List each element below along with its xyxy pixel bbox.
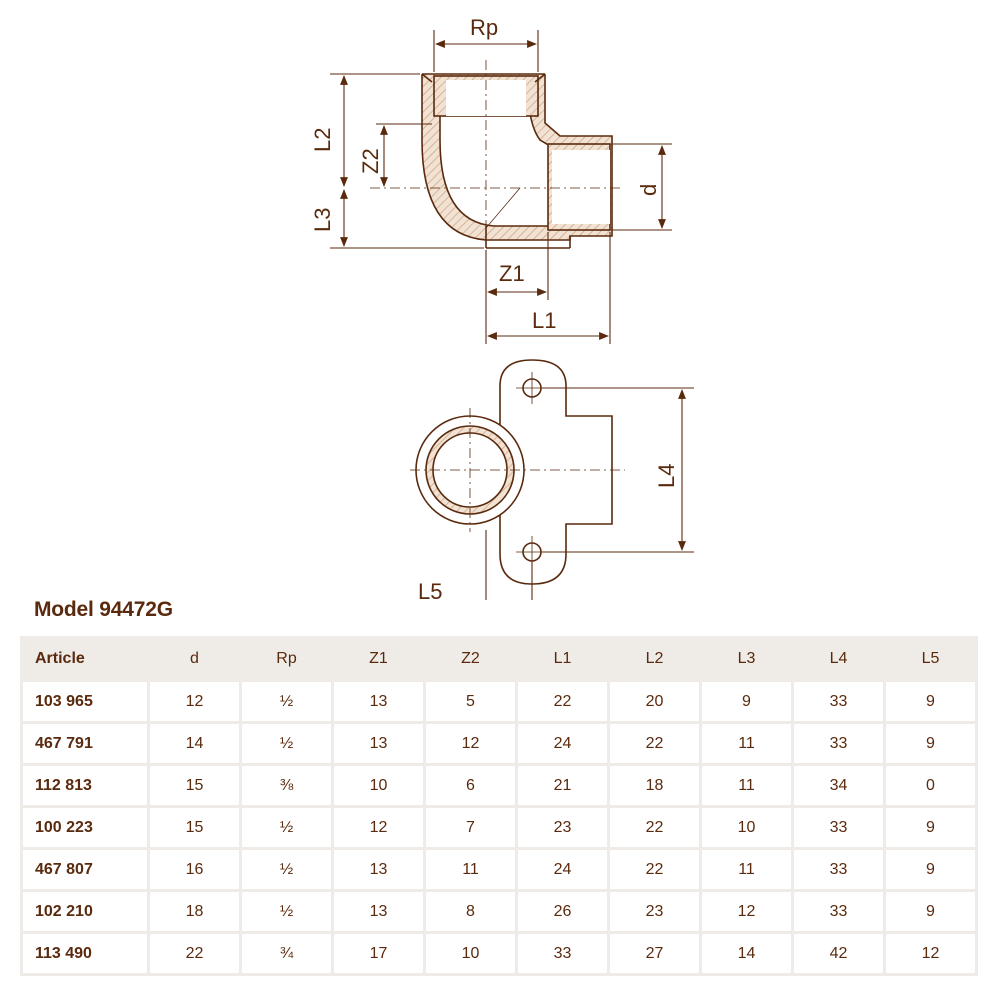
table-row — [23, 808, 975, 847]
cell-rp: ½ — [242, 892, 331, 931]
cell-article: 112 813 — [23, 766, 147, 805]
cell-rp: ½ — [242, 850, 331, 889]
label-z1: Z1 — [499, 261, 525, 286]
cell-d: 18 — [150, 892, 239, 931]
cell-l5: 9 — [886, 724, 975, 763]
cell-l2: 20 — [610, 682, 699, 721]
cell-l1: 26 — [518, 892, 607, 931]
model-title: Model 94472G — [34, 598, 173, 621]
cell-rp: ¾ — [242, 934, 331, 973]
label-l1: L1 — [532, 308, 557, 333]
cell-l5: 12 — [886, 934, 975, 973]
cell-article: 102 210 — [23, 892, 147, 931]
cell-z2: 6 — [426, 766, 515, 805]
label-l4: L4 — [654, 463, 679, 488]
specification-table — [20, 636, 978, 976]
cell-z1: 13 — [334, 850, 423, 889]
header-l2: L2 — [610, 639, 699, 679]
elbow-section-view — [370, 60, 620, 248]
cell-article: 103 965 — [23, 682, 147, 721]
cell-l1: 24 — [518, 724, 607, 763]
label-l2: L2 — [310, 127, 335, 152]
cell-article: 100 223 — [23, 808, 147, 847]
cell-l4: 34 — [794, 766, 883, 805]
label-l3: L3 — [310, 207, 335, 232]
header-z2: Z2 — [426, 639, 515, 679]
cell-l4: 33 — [794, 724, 883, 763]
cell-l3: 11 — [702, 766, 791, 805]
cell-z2: 11 — [426, 850, 515, 889]
cell-l2: 18 — [610, 766, 699, 805]
table-row — [23, 724, 975, 763]
cell-z2: 5 — [426, 682, 515, 721]
cell-rp: ½ — [242, 808, 331, 847]
cell-d: 15 — [150, 766, 239, 805]
cell-l3: 14 — [702, 934, 791, 973]
cell-z2: 7 — [426, 808, 515, 847]
cell-l4: 33 — [794, 850, 883, 889]
cell-l3: 12 — [702, 892, 791, 931]
cell-l4: 33 — [794, 682, 883, 721]
cell-l2: 22 — [610, 850, 699, 889]
cell-l5: 9 — [886, 682, 975, 721]
label-d: d — [636, 183, 661, 196]
header-l1: L1 — [518, 639, 607, 679]
cell-d: 22 — [150, 934, 239, 973]
cell-z1: 13 — [334, 682, 423, 721]
table-row — [23, 682, 975, 721]
cell-d: 14 — [150, 724, 239, 763]
cell-d: 15 — [150, 808, 239, 847]
cell-article: 467 807 — [23, 850, 147, 889]
table-header-row — [23, 639, 975, 679]
cell-z2: 12 — [426, 724, 515, 763]
cell-l2: 22 — [610, 724, 699, 763]
cell-l4: 42 — [794, 934, 883, 973]
cell-l5: 0 — [886, 766, 975, 805]
cell-l1: 33 — [518, 934, 607, 973]
cell-z2: 10 — [426, 934, 515, 973]
cell-article: 113 490 — [23, 934, 147, 973]
table-row — [23, 934, 975, 973]
cell-z1: 13 — [334, 724, 423, 763]
cell-z1: 10 — [334, 766, 423, 805]
cell-l1: 22 — [518, 682, 607, 721]
cell-l5: 9 — [886, 850, 975, 889]
elbow-front-view — [410, 360, 625, 584]
cell-l1: 21 — [518, 766, 607, 805]
label-l5: L5 — [418, 579, 443, 600]
table-row — [23, 850, 975, 889]
cell-l2: 27 — [610, 934, 699, 973]
cell-z2: 8 — [426, 892, 515, 931]
cell-rp: ⅜ — [242, 766, 331, 805]
cell-l3: 9 — [702, 682, 791, 721]
header-d: d — [150, 639, 239, 679]
cell-l3: 11 — [702, 850, 791, 889]
header-l4: L4 — [794, 639, 883, 679]
cell-z1: 13 — [334, 892, 423, 931]
cell-z1: 17 — [334, 934, 423, 973]
cell-d: 12 — [150, 682, 239, 721]
table-row — [23, 766, 975, 805]
cell-z1: 12 — [334, 808, 423, 847]
header-l3: L3 — [702, 639, 791, 679]
header-rp: Rp — [242, 639, 331, 679]
cell-l1: 24 — [518, 850, 607, 889]
label-rp: Rp — [470, 15, 499, 40]
table-row — [23, 892, 975, 931]
cell-l4: 33 — [794, 892, 883, 931]
cell-l3: 11 — [702, 724, 791, 763]
cell-l5: 9 — [886, 892, 975, 931]
cell-l2: 22 — [610, 808, 699, 847]
cell-article: 467 791 — [23, 724, 147, 763]
header-l5: L5 — [886, 639, 975, 679]
cell-l3: 10 — [702, 808, 791, 847]
label-z2: Z2 — [358, 148, 383, 174]
cell-d: 16 — [150, 850, 239, 889]
cell-rp: ½ — [242, 724, 331, 763]
header-z1: Z1 — [334, 639, 423, 679]
cell-l2: 23 — [610, 892, 699, 931]
cell-l1: 23 — [518, 808, 607, 847]
cell-rp: ½ — [242, 682, 331, 721]
cell-l5: 9 — [886, 808, 975, 847]
cell-l4: 33 — [794, 808, 883, 847]
header-article: Article — [23, 639, 147, 679]
